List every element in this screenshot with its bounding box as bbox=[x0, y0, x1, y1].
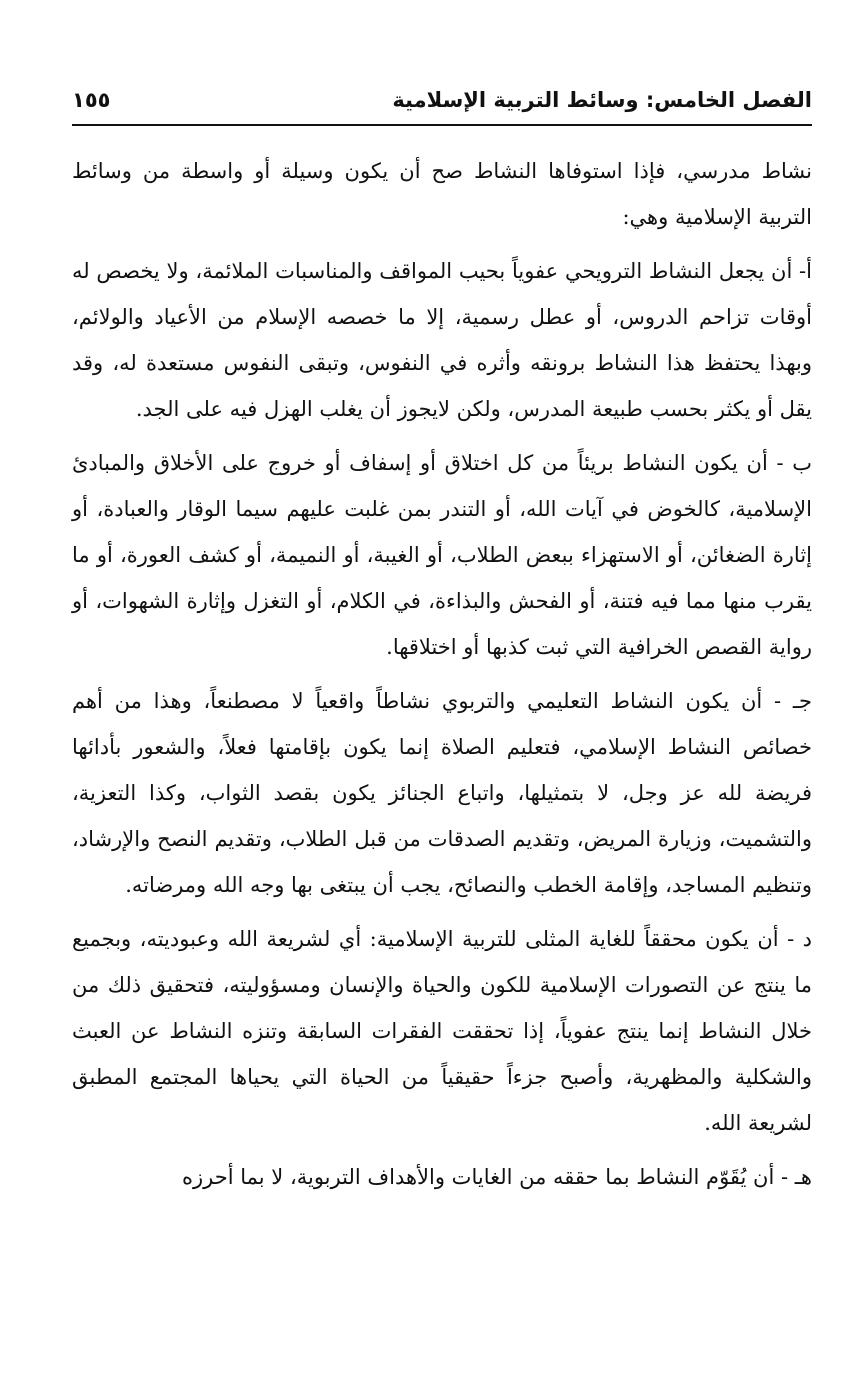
paragraph-ba: ب - أن يكون النشاط بريئاً من كل اختلاق أو إسفاف أو خروج على الأخلاق والمبادئ الإسلامية، كالخوض في آيات الله، أو التندر بمن غلبت عليهم سيما الوقار والعبادة، أو إثارة الضغائن، أو الاستهزاء ببعض الطلاب، أو الغيبة، أو النميمة، أو كشف العورة، أو ما يقرب منها مما فيه فتنة، أو الفحش والبذاءة، في الكلام، أو التغزل وإثارة الشهوات، أو رواية القصص الخرافية التي ثبت كذبها أو اختلاقها. bbox=[72, 451, 812, 659]
page-number: ١٥٥ bbox=[72, 88, 111, 112]
running-header bbox=[72, 80, 812, 120]
body-text bbox=[72, 148, 812, 1208]
paragraph-intro: نشاط مدرسي، فإذا استوفاها النشاط صح أن يكون وسيلة أو واسطة من وسائط التربية الإسلامية وهي: bbox=[72, 159, 812, 229]
chapter-title: الفصل الخامس: وسائط التربية الإسلامية bbox=[392, 88, 812, 112]
paragraph-ha: هـ - أن يُقَوّم النشاط بما حققه من الغايات والأهداف التربوية، لا بما أحرزه bbox=[182, 1165, 812, 1189]
header-divider bbox=[72, 124, 812, 126]
paragraph-dal: د - أن يكون محققاً للغاية المثلى للتربية الإسلامية: أي لشريعة الله وعبوديته، وبجميع ما ينتج عن التصورات الإسلامية للكون والحياة والإنسان ومسؤوليته، فتحقيق ذلك من خلال النشاط إنما ينتج عفوياً، إذا تحققت الفقرات السابقة وتنزه النشاط عن العبث والشكلية والمظهرية، وأصبح جزءاً حقيقياً من الحياة التي يحياها المجتمع المطبق لشريعة الله. bbox=[72, 927, 812, 1135]
paragraph-alif: أ- أن يجعل النشاط الترويحي عفوياً بحيب المواقف والمناسبات الملائمة، ولا يخصص له أوقات تزاحم الدروس، أو عطل رسمية، إلا ما خصصه الإسلام من الأعياد والولائم، وبهذا يحتفظ هذا النشاط برونقه وأثره في النفوس، وتبقى النفوس مستعدة له، وقد يقل أو يكثر بحسب طبيعة المدرس، ولكن لايجوز أن يغلب الهزل فيه على الجد. bbox=[72, 259, 812, 421]
paragraph-jim: جـ - أن يكون النشاط التعليمي والتربوي نشاطاً واقعياً لا مصطنعاً، وهذا من أهم خصائص النشاط الإسلامي، فتعليم الصلاة إنما يكون بإقامتها فعلاً، والشعور بأدائها فريضة لله عز وجل، لا بتمثيلها، واتباع الجنائز يكون بقصد الثواب، وكذا التعزية، والتشميت، وزيارة المريض، وتقديم الصدقات من قبل الطلاب، وتقديم النصح والإرشاد، وتنظيم المساجد، وإقامة الخطب والنصائح، يجب أن يبتغى بها وجه الله ومرضاته. bbox=[72, 689, 812, 897]
